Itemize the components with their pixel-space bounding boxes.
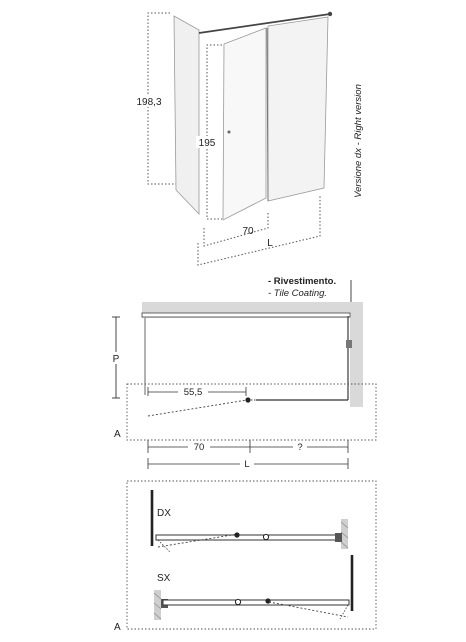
- wall-coating: [142, 302, 363, 407]
- door-dimension-label: 70: [193, 442, 205, 453]
- perspective-view: [134, 12, 364, 265]
- dx-wall-hatch: [341, 519, 348, 549]
- sx-knob: [235, 599, 240, 604]
- sx-label: SX: [157, 573, 171, 584]
- variants-view: [114, 481, 376, 633]
- height-inner-dimension: [207, 45, 222, 219]
- door-width-label: 70: [242, 226, 254, 237]
- fixed-back-panel: [268, 17, 328, 201]
- swing-label: 55,5: [183, 387, 203, 398]
- plan-view: [109, 276, 376, 470]
- sx-variant: [154, 555, 352, 620]
- total-dimension-label: L: [244, 459, 250, 470]
- side-panel: [174, 16, 199, 214]
- coating-label-en: - Tile Coating.: [268, 288, 328, 299]
- rail-end-cap: [328, 12, 332, 16]
- wall-profile: [142, 313, 350, 317]
- dx-track: [156, 535, 342, 540]
- dx-label: DX: [157, 508, 171, 519]
- area-label-plan: A: [114, 429, 121, 440]
- wall-bracket: [346, 340, 352, 348]
- height-inner-label: 195: [198, 138, 216, 149]
- pivot-point: [245, 397, 250, 402]
- door-swing-line: [148, 400, 247, 416]
- version-label: Versione dx - Right version: [353, 84, 364, 198]
- sx-pivot: [265, 598, 270, 603]
- folding-door-leaf: [223, 28, 266, 220]
- total-width-dimension: [198, 196, 320, 265]
- dx-wall-clamp: [335, 533, 342, 542]
- dx-variant: [152, 490, 348, 552]
- depth-label: P: [112, 354, 120, 365]
- sx-wall-hatch: [154, 590, 161, 620]
- coating-label-it: - Rivestimento.: [268, 276, 337, 287]
- dx-knob: [263, 534, 268, 539]
- rest-dimension-label: ?: [297, 442, 303, 453]
- sx-track: [163, 600, 349, 605]
- area-label-variants: A: [114, 622, 121, 633]
- door-width-dimension: [204, 211, 268, 246]
- height-outer-label: 198,3: [136, 97, 162, 108]
- door-handle: [228, 131, 231, 134]
- total-width-label: L: [267, 238, 273, 249]
- dx-pivot: [234, 532, 239, 537]
